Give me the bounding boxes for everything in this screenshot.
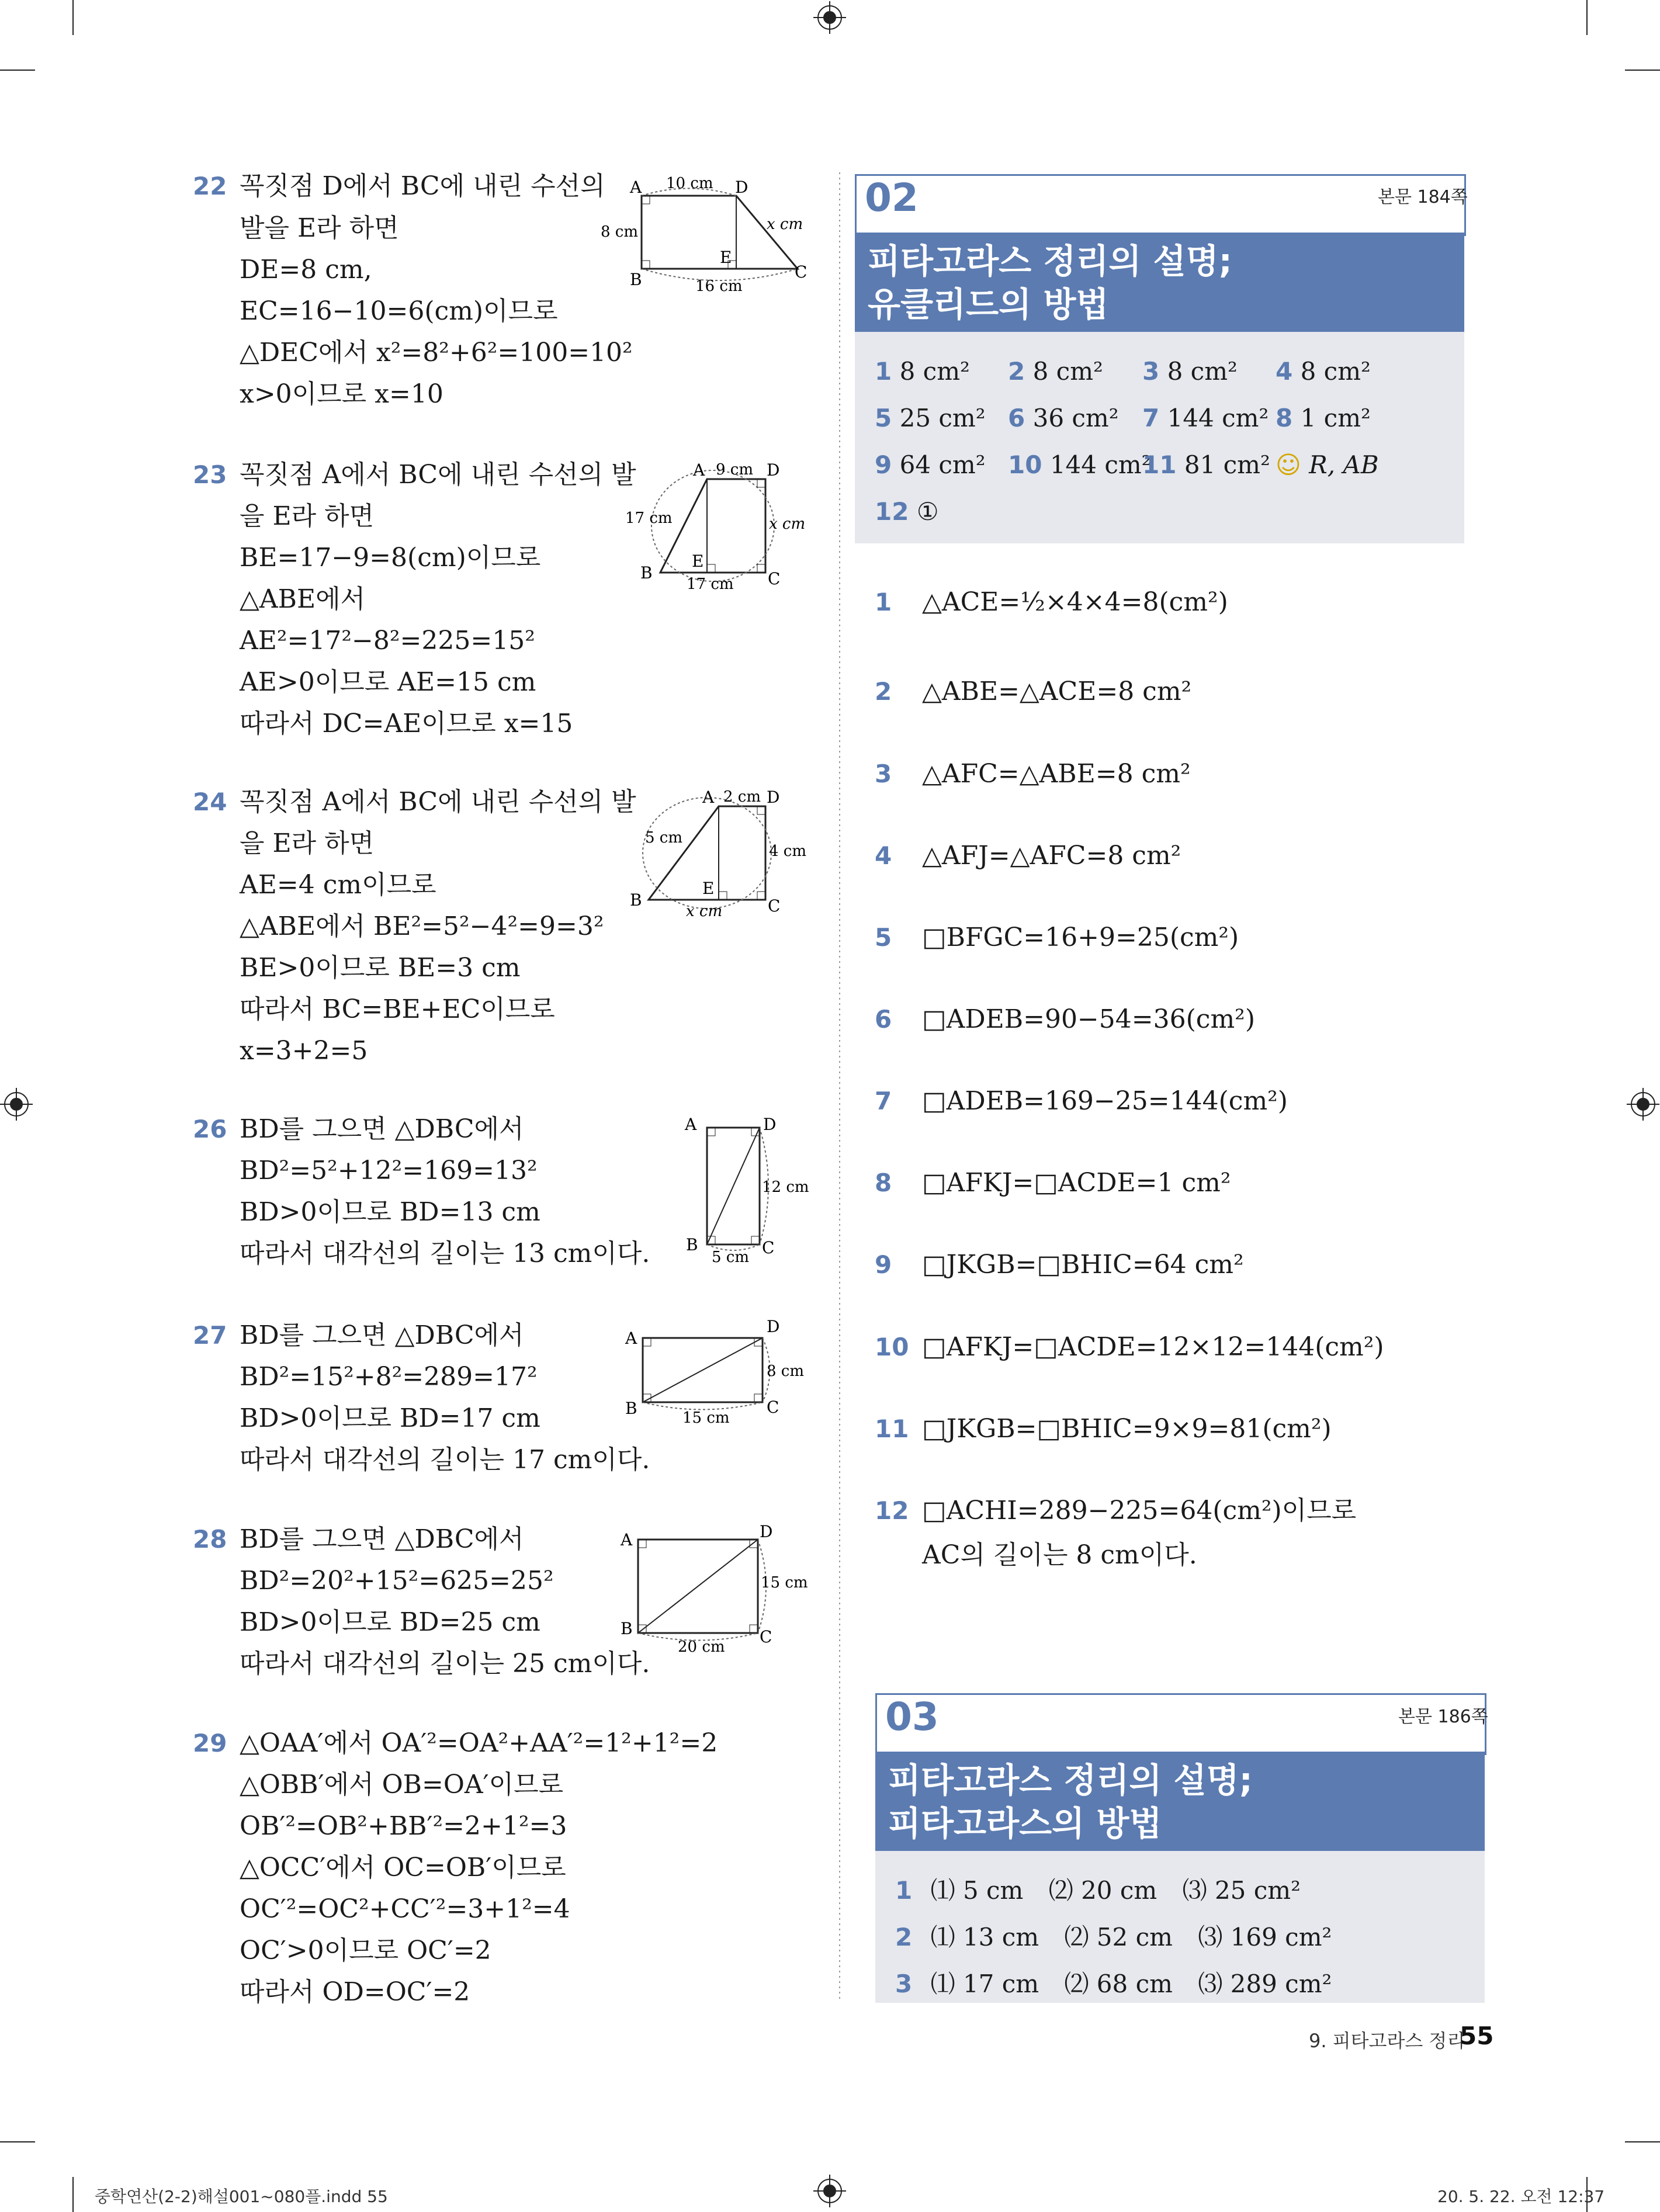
label: x cm <box>686 903 723 920</box>
answer-part: ⑴ 5 cm <box>930 1876 1024 1905</box>
text-line: 따라서 대각선의 길이는 25 cm이다. <box>240 1649 650 1679</box>
figure-24 <box>630 788 818 920</box>
solution-number: 3 <box>875 760 892 788</box>
label: 20 cm <box>678 1638 725 1656</box>
label: A <box>702 788 715 807</box>
answer-part: ⑴ 13 cm <box>930 1923 1039 1951</box>
text-line: x>0이므로 x=10 <box>240 379 443 409</box>
page-number: 55 <box>1460 2022 1494 2050</box>
label: C <box>760 1627 772 1646</box>
answer-value: 8 cm² <box>899 357 970 386</box>
answer-part: ⑶ 169 cm² <box>1198 1923 1332 1951</box>
label: E <box>692 552 704 571</box>
label: D <box>760 1522 773 1541</box>
section-title-line: 피타고라스 정리의 설명; <box>888 1760 1253 1800</box>
text-line: BD²=15²+8²=289=17² <box>240 1362 538 1392</box>
section-number: 02 <box>865 175 919 220</box>
solution-number: 4 <box>875 841 892 870</box>
answer-number: 10 <box>1008 450 1042 479</box>
problem-number: 27 <box>193 1321 227 1350</box>
label: C <box>768 896 781 916</box>
label: 17 cm <box>625 509 673 527</box>
label: B <box>640 563 653 583</box>
solution-text: □AFKJ=□ACDE=12×12=144(cm²) <box>922 1332 1384 1362</box>
solution-number: 10 <box>875 1333 909 1361</box>
answer-number: 4 <box>1276 357 1293 386</box>
label: 15 cm <box>682 1409 730 1427</box>
text-line: △ABE에서 BE²=5²−4²=9=3² <box>240 911 604 941</box>
label: D <box>767 1317 780 1336</box>
problem-number: 26 <box>193 1115 227 1143</box>
solution-number: 2 <box>875 677 892 706</box>
text-line: BD를 그으면 △DBC에서 <box>240 1524 524 1554</box>
label: 10 cm <box>666 175 713 192</box>
answer-number: 8 <box>1276 404 1293 432</box>
text-line: 을 E라 하면 <box>240 828 375 858</box>
text-line: △OCC′에서 OC=OB′이므로 <box>240 1853 566 1882</box>
label: D <box>735 178 748 197</box>
solution-text: △ABE=△ACE=8 cm² <box>922 677 1192 706</box>
print-date: 20. 5. 22. 오전 12:37 <box>1437 2187 1605 2206</box>
text-line: BE>0이므로 BE=3 cm <box>240 953 521 983</box>
answer-number: 3 <box>1142 357 1160 386</box>
label: A <box>625 1329 637 1348</box>
figure-26 <box>684 1110 836 1266</box>
section-title-band <box>875 1752 1485 1851</box>
text-line: BD²=5²+12²=169=13² <box>240 1156 538 1185</box>
label: 8 cm <box>601 223 639 241</box>
label: B <box>630 890 642 910</box>
text-line: △OAA′에서 OA′²=OA²+AA′²=1²+1²=2 <box>240 1728 718 1758</box>
answer-value: 144 cm² <box>1167 404 1269 432</box>
text-line: 꼭짓점 D에서 BC에 내린 수선의 <box>240 171 605 201</box>
answer-part: ⑵ 68 cm <box>1064 1970 1173 1998</box>
section-title-band <box>855 233 1464 332</box>
text-line: BD를 그으면 △DBC에서 <box>240 1114 524 1144</box>
registration-mark-right <box>1627 1088 1659 1121</box>
label: C <box>795 262 808 282</box>
label: B <box>630 270 642 289</box>
answer-number: 9 <box>875 450 892 479</box>
chapter-label: 9. 피타고라스 정리 <box>1309 2030 1465 2052</box>
label: 8 cm <box>767 1362 805 1380</box>
text-line: x=3+2=5 <box>240 1036 368 1066</box>
figure-22 <box>596 175 808 295</box>
label: C <box>768 569 781 588</box>
text-line: 따라서 대각선의 길이는 13 cm이다. <box>240 1239 650 1268</box>
problem-number: 22 <box>193 172 227 200</box>
smiley-icon: ☺ <box>1276 450 1301 479</box>
text-line: 따라서 대각선의 길이는 17 cm이다. <box>240 1445 650 1475</box>
answer-number: 6 <box>1008 404 1025 432</box>
label: 9 cm <box>716 461 754 479</box>
label: 12 cm <box>762 1178 809 1196</box>
solution-text: □ACHI=289−225=64(cm²)이므로 <box>922 1496 1357 1525</box>
text-line: 을 E라 하면 <box>240 501 375 531</box>
text-line: △ABE에서 <box>240 584 366 614</box>
file-slug: 중학연산(2-2)해설001~080플.indd 55 <box>95 2187 388 2206</box>
answer-part: ⑶ 25 cm² <box>1182 1876 1301 1905</box>
label: 16 cm <box>695 278 743 295</box>
figure-23 <box>625 460 818 593</box>
label: A <box>621 1530 633 1549</box>
answer-number: 1 <box>875 357 892 386</box>
solution-text: □JKGB=□BHIC=64 cm² <box>922 1250 1244 1280</box>
text-line: △DEC에서 x²=8²+6²=100=10² <box>240 338 633 367</box>
text-line: OC′²=OC²+CC′²=3+1²=4 <box>240 1894 570 1924</box>
answer-number: 7 <box>1142 404 1160 432</box>
text-line: 따라서 BC=BE+EC이므로 <box>240 994 555 1024</box>
answer-value: R, AB <box>1309 450 1379 479</box>
problem-number: 23 <box>193 460 227 489</box>
answer-value: 144 cm² <box>1049 450 1152 479</box>
answer-number: 2 <box>895 1923 913 1951</box>
label: 15 cm <box>761 1574 808 1592</box>
solution-text: AC의 길이는 8 cm이다. <box>922 1540 1197 1570</box>
section-title-line: 피타고라스 정리의 설명; <box>868 241 1232 281</box>
answer-value: ① <box>916 497 939 526</box>
text-line: BD를 그으면 △DBC에서 <box>240 1320 524 1350</box>
page-reference: 본문 184쪽 <box>1378 187 1468 207</box>
registration-mark-left <box>0 1088 33 1121</box>
text-line: 발을 E라 하면 <box>240 213 399 243</box>
text-line: 꼭짓점 A에서 BC에 내린 수선의 발 <box>240 787 636 817</box>
section-title-line: 피타고라스의 방법 <box>888 1804 1162 1843</box>
label: D <box>767 788 780 807</box>
answer-part: ⑴ 17 cm <box>930 1970 1039 1998</box>
solution-number: 7 <box>875 1087 892 1115</box>
answer-part: ⑶ 289 cm² <box>1198 1970 1332 1998</box>
solution-number: 8 <box>875 1169 892 1197</box>
answer-part: ⑵ 52 cm <box>1064 1923 1173 1951</box>
section-title-line: 유클리드의 방법 <box>868 285 1109 324</box>
registration-mark-bottom <box>813 2175 846 2207</box>
figure-27 <box>619 1317 818 1437</box>
problem-number: 29 <box>193 1729 227 1757</box>
answer-value: 8 cm² <box>1032 357 1103 386</box>
answer-number: 11 <box>1142 450 1177 479</box>
answer-number: 12 <box>875 497 909 526</box>
label: C <box>762 1238 775 1257</box>
label: E <box>720 248 732 267</box>
answer-value: 81 cm² <box>1184 450 1270 479</box>
label: B <box>625 1399 637 1418</box>
text-line: 따라서 DC=AE이므로 x=15 <box>240 709 573 739</box>
answer-part: ⑵ 20 cm <box>1048 1876 1158 1905</box>
registration-mark-top <box>813 1 846 34</box>
solution-number: 1 <box>875 588 892 616</box>
text-line: 꼭짓점 A에서 BC에 내린 수선의 발 <box>240 460 636 490</box>
page-reference: 본문 186쪽 <box>1398 1707 1488 1727</box>
solution-number: 11 <box>875 1414 909 1443</box>
label: B <box>686 1235 698 1254</box>
figure-28 <box>614 1522 812 1662</box>
label: x cm <box>767 216 803 233</box>
problem-number: 28 <box>193 1525 227 1554</box>
solution-text: □BFGC=16+9=25(cm²) <box>922 923 1239 952</box>
section-number: 03 <box>885 1694 939 1739</box>
text-line: DE=8 cm, <box>240 255 372 285</box>
text-line: BD²=20²+15²=625=25² <box>240 1566 554 1596</box>
answer-value: 64 cm² <box>899 450 986 479</box>
label: 2 cm <box>723 788 761 806</box>
label: x cm <box>769 515 806 533</box>
problem-number: 24 <box>193 788 227 816</box>
answer-value: 1 cm² <box>1300 404 1371 432</box>
label: 4 cm <box>769 842 807 860</box>
answer-number: 2 <box>1008 357 1025 386</box>
solution-number: 5 <box>875 923 892 952</box>
answer-number: 5 <box>875 404 892 432</box>
text-line: BD>0이므로 BD=17 cm <box>240 1403 540 1433</box>
label: A <box>693 460 705 480</box>
label: A <box>685 1115 697 1134</box>
solution-number: 6 <box>875 1005 892 1034</box>
text-line: BE=17−9=8(cm)이므로 <box>240 543 541 573</box>
solution-text: △ACE=½×4×4=8(cm²) <box>922 587 1228 617</box>
text-line: OC′>0이므로 OC′=2 <box>240 1936 491 1965</box>
answer-number: 1 <box>895 1876 913 1905</box>
text-line: △OBB′에서 OB=OA′이므로 <box>240 1770 564 1800</box>
label: 5 cm <box>645 829 683 847</box>
text-line: AE=4 cm이므로 <box>240 870 436 900</box>
label: B <box>621 1619 633 1638</box>
text-line: BD>0이므로 BD=13 cm <box>240 1197 540 1227</box>
answer-value: 8 cm² <box>1300 357 1371 386</box>
label: C <box>767 1398 779 1417</box>
answer-value: 25 cm² <box>899 404 986 432</box>
answer-value: 8 cm² <box>1167 357 1238 386</box>
solution-text: □JKGB=□BHIC=9×9=81(cm²) <box>922 1414 1332 1444</box>
solution-text: □ADEB=169−25=144(cm²) <box>922 1086 1288 1116</box>
label: D <box>763 1115 777 1134</box>
section-header-box <box>855 174 1466 236</box>
solution-number: 9 <box>875 1250 892 1279</box>
solution-text: □AFKJ=□ACDE=1 cm² <box>922 1168 1231 1198</box>
label: A <box>630 178 642 197</box>
section-header-box <box>875 1693 1486 1755</box>
text-line: EC=16−10=6(cm)이므로 <box>240 296 558 326</box>
text-line: 따라서 OD=OC′=2 <box>240 1977 470 2007</box>
text-line: AE²=17²−8²=225=15² <box>240 626 535 656</box>
solution-text: □ADEB=90−54=36(cm²) <box>922 1004 1255 1034</box>
text-line: OB′²=OB²+BB′²=2+1²=3 <box>240 1811 567 1841</box>
label: 5 cm <box>712 1249 750 1266</box>
label: D <box>767 460 780 480</box>
text-line: AE>0이므로 AE=15 cm <box>240 667 536 697</box>
solution-text: △AFC=△ABE=8 cm² <box>922 759 1191 789</box>
solution-number: 12 <box>875 1496 909 1525</box>
label: E <box>702 879 715 898</box>
label: 17 cm <box>687 575 734 593</box>
answer-number: 3 <box>895 1970 913 1998</box>
text-line: BD>0이므로 BD=25 cm <box>240 1607 540 1637</box>
solution-text: △AFJ=△AFC=8 cm² <box>922 841 1181 871</box>
answer-value: 36 cm² <box>1032 404 1119 432</box>
